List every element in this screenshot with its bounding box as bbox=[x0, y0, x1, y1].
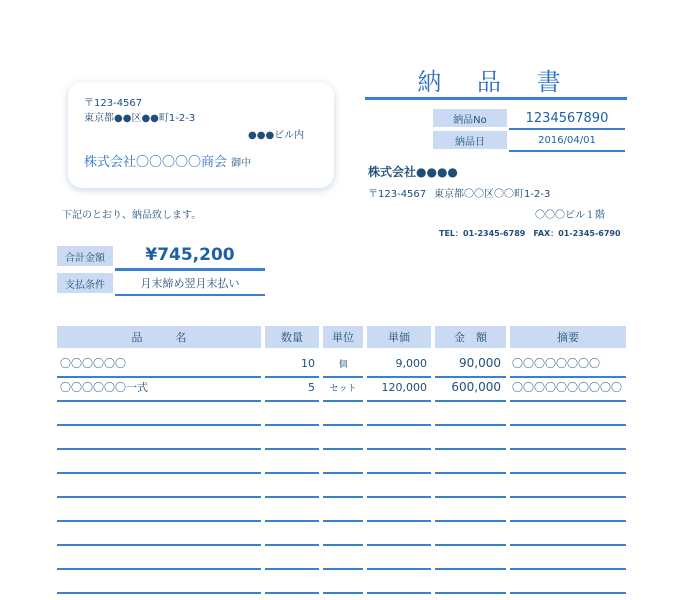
col-header-note: 摘要 bbox=[510, 326, 626, 348]
terms-underline bbox=[115, 294, 265, 296]
row1-note: 〇〇〇〇〇〇〇〇 bbox=[512, 357, 600, 370]
table-rule-r5-c6 bbox=[510, 472, 626, 474]
table-rule-r5-c4 bbox=[367, 472, 431, 474]
table-rule-r9-c2 bbox=[265, 568, 319, 570]
table-rule-r9-c6 bbox=[510, 568, 626, 570]
row1-name: 〇〇〇〇〇〇 bbox=[60, 357, 126, 370]
table-rule-r4-c4 bbox=[367, 448, 431, 450]
sender-contact: TEL：01-2345-6789 FAX：01-2345-6790 bbox=[439, 229, 621, 238]
intro-text: 下記のとおり、納品致します。 bbox=[62, 210, 202, 221]
table-rule-r4-c5 bbox=[435, 448, 506, 450]
table-rule-r8-c1 bbox=[57, 544, 261, 546]
table-rule-r8-c6 bbox=[510, 544, 626, 546]
row2-amount: 600,000 bbox=[451, 380, 501, 394]
table-rule-r2-c1 bbox=[57, 400, 261, 402]
sender-company: 株式会社●●●● bbox=[368, 165, 458, 179]
table-rule-r7-c4 bbox=[367, 520, 431, 522]
table-rule-r10-c3 bbox=[323, 592, 363, 594]
table-rule-r10-c2 bbox=[265, 592, 319, 594]
row2-name: 〇〇〇〇〇〇一式 bbox=[60, 381, 148, 394]
terms-value: 月末締め翌月末払い bbox=[140, 277, 240, 290]
table-rule-r9-c4 bbox=[367, 568, 431, 570]
document-title: 納 品 書 bbox=[417, 68, 575, 96]
table-rule-r6-c4 bbox=[367, 496, 431, 498]
recipient-address: 東京都●●区●●町1-2-3 bbox=[84, 113, 196, 124]
table-rule-r7-c2 bbox=[265, 520, 319, 522]
delivery-no-label: 納品No bbox=[433, 109, 507, 127]
table-rule-r1-c1 bbox=[57, 376, 261, 378]
recipient-name-line bbox=[84, 151, 251, 170]
row1-qty: 10 bbox=[301, 356, 315, 370]
table-rule-r1-c5 bbox=[435, 376, 506, 378]
recipient-building: ●●●ビル内 bbox=[248, 130, 305, 141]
table-rule-r7-c3 bbox=[323, 520, 363, 522]
table-rule-r6-c2 bbox=[265, 496, 319, 498]
col-header-qty: 数量 bbox=[265, 326, 319, 348]
sender-address: 東京都〇〇区〇〇町1-2-3 bbox=[434, 189, 551, 200]
delivery-date-value: 2016/04/01 bbox=[538, 134, 596, 146]
table-rule-r6-c3 bbox=[323, 496, 363, 498]
table-rule-r1-c3 bbox=[323, 376, 363, 378]
total-underline bbox=[115, 268, 265, 271]
recipient-honorific: 御中 bbox=[231, 158, 252, 169]
table-rule-r6-c1 bbox=[57, 496, 261, 498]
table-rule-r4-c3 bbox=[323, 448, 363, 450]
table-rule-r10-c5 bbox=[435, 592, 506, 594]
table-rule-r4-c1 bbox=[57, 448, 261, 450]
table-rule-r3-c6 bbox=[510, 424, 626, 426]
table-rule-r3-c1 bbox=[57, 424, 261, 426]
table-rule-r9-c3 bbox=[323, 568, 363, 570]
table-rule-r4-c6 bbox=[510, 448, 626, 450]
delivery-no-underline bbox=[509, 128, 625, 130]
table-rule-r1-c4 bbox=[367, 376, 431, 378]
table-rule-r2-c6 bbox=[510, 400, 626, 402]
table-rule-r5-c5 bbox=[435, 472, 506, 474]
col-header-unit: 単位 bbox=[323, 326, 363, 348]
table-rule-r2-c5 bbox=[435, 400, 506, 402]
table-rule-r3-c4 bbox=[367, 424, 431, 426]
table-rule-r2-c4 bbox=[367, 400, 431, 402]
table-rule-r8-c4 bbox=[367, 544, 431, 546]
table-rule-r10-c4 bbox=[367, 592, 431, 594]
recipient-postal: 〒123-4567 bbox=[84, 98, 143, 109]
row1-price: 9,000 bbox=[395, 356, 427, 370]
table-rule-r6-c5 bbox=[435, 496, 506, 498]
table-rule-r2-c2 bbox=[265, 400, 319, 402]
row1-amount: 90,000 bbox=[459, 356, 501, 370]
table-rule-r10-c6 bbox=[510, 592, 626, 594]
table-rule-r7-c6 bbox=[510, 520, 626, 522]
table-rule-r7-c5 bbox=[435, 520, 506, 522]
table-rule-r8-c5 bbox=[435, 544, 506, 546]
table-rule-r5-c2 bbox=[265, 472, 319, 474]
table-rule-r7-c1 bbox=[57, 520, 261, 522]
delivery-date-label: 納品日 bbox=[433, 131, 507, 149]
row1-unit: 個 bbox=[338, 359, 348, 370]
row2-unit: セット bbox=[329, 383, 357, 394]
table-rule-r2-c3 bbox=[323, 400, 363, 402]
sender-postal: 〒123-4567 bbox=[368, 189, 427, 200]
table-rule-r5-c1 bbox=[57, 472, 261, 474]
delivery-date-underline bbox=[509, 150, 625, 152]
table-rule-r5-c3 bbox=[323, 472, 363, 474]
row2-price: 120,000 bbox=[381, 380, 427, 394]
terms-label: 支払条件 bbox=[57, 273, 113, 293]
table-rule-r4-c2 bbox=[265, 448, 319, 450]
table-rule-r3-c2 bbox=[265, 424, 319, 426]
col-header-price: 単価 bbox=[367, 326, 431, 348]
table-rule-r1-c2 bbox=[265, 376, 319, 378]
table-rule-r9-c1 bbox=[57, 568, 261, 570]
table-rule-r8-c3 bbox=[323, 544, 363, 546]
col-header-amount: 金 額 bbox=[435, 326, 506, 348]
table-rule-r9-c5 bbox=[435, 568, 506, 570]
sender-building: 〇〇〇ビル１階 bbox=[535, 210, 605, 221]
table-rule-r3-c5 bbox=[435, 424, 506, 426]
table-rule-r3-c3 bbox=[323, 424, 363, 426]
col-header-name: 品 名 bbox=[57, 326, 261, 348]
table-rule-r1-c6 bbox=[510, 376, 626, 378]
row2-note: 〇〇〇〇〇〇〇〇〇〇 bbox=[512, 381, 622, 394]
total-label: 合計金額 bbox=[57, 246, 113, 266]
delivery-no-value: 1234567890 bbox=[525, 110, 609, 126]
title-underline bbox=[365, 97, 627, 100]
row2-qty: 5 bbox=[308, 380, 315, 394]
table-rule-r6-c6 bbox=[510, 496, 626, 498]
recipient-company: 株式会社〇〇〇〇〇商会 bbox=[84, 155, 228, 170]
total-value: ¥745,200 bbox=[145, 245, 235, 265]
table-rule-r10-c1 bbox=[57, 592, 261, 594]
table-rule-r8-c2 bbox=[265, 544, 319, 546]
